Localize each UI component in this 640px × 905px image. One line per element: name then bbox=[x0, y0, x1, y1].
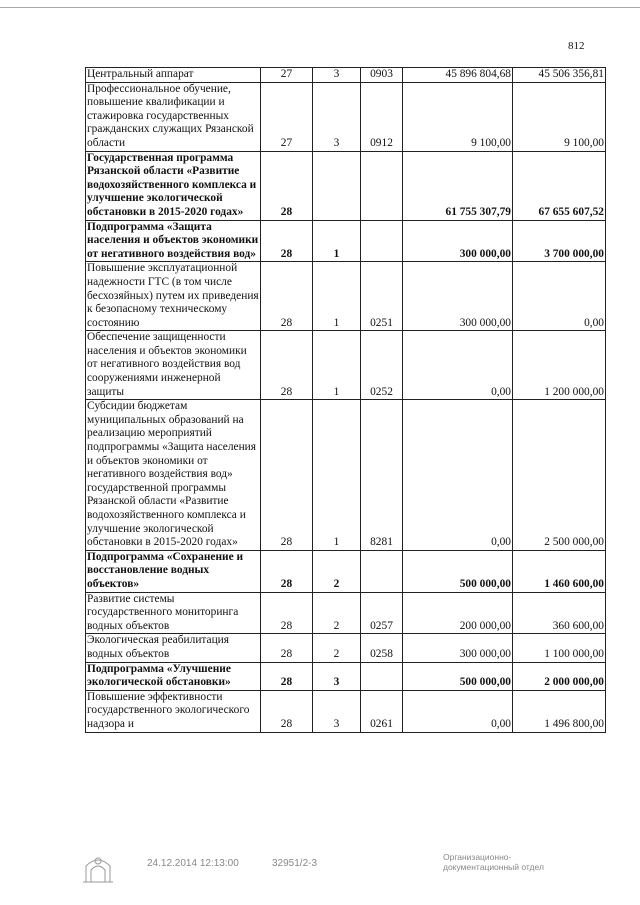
page-number: 812 bbox=[568, 40, 585, 52]
table-row bbox=[86, 331, 606, 400]
cell-v1: 300 000,00 bbox=[403, 262, 513, 331]
cell-v1: 500 000,00 bbox=[403, 662, 513, 690]
table-row bbox=[86, 592, 606, 634]
cell-c bbox=[361, 220, 403, 262]
cell-a: 28 bbox=[261, 262, 313, 331]
cell-name: Повышение эксплуатационной надежности ГТС (в том числе бесхозяйных) путем их приведения к безопасному техническому состоянию bbox=[86, 262, 261, 331]
cell-v1: 0,00 bbox=[403, 690, 513, 732]
cell-v1: 0,00 bbox=[403, 400, 513, 551]
cell-a: 28 bbox=[261, 550, 313, 592]
cell-v2: 9 100,00 bbox=[513, 82, 606, 151]
cell-a: 28 bbox=[261, 690, 313, 732]
cell-v2: 360 600,00 bbox=[513, 592, 606, 634]
cell-a: 27 bbox=[261, 82, 313, 151]
stamp-line-2: документационный отдел bbox=[443, 862, 544, 872]
stamp-line-1: Организационно- bbox=[443, 852, 512, 862]
cell-b: 2 bbox=[313, 634, 361, 662]
cell-name: Экологическая реабилитация водных объектов bbox=[86, 634, 261, 662]
table-row bbox=[86, 82, 606, 151]
cell-a: 28 bbox=[261, 220, 313, 262]
cell-v2: 2 000 000,00 bbox=[513, 662, 606, 690]
cell-a: 28 bbox=[261, 634, 313, 662]
cell-a: 28 bbox=[261, 662, 313, 690]
cell-v2: 0,00 bbox=[513, 262, 606, 331]
cell-v2: 3 700 000,00 bbox=[513, 220, 606, 262]
table-row bbox=[86, 151, 606, 220]
cell-c: 8281 bbox=[361, 400, 403, 551]
cell-v2: 2 500 000,00 bbox=[513, 400, 606, 551]
cell-c bbox=[361, 662, 403, 690]
cell-a: 28 bbox=[261, 151, 313, 220]
cell-v1: 9 100,00 bbox=[403, 82, 513, 151]
cell-v1: 500 000,00 bbox=[403, 550, 513, 592]
cell-c: 0251 bbox=[361, 262, 403, 331]
cell-a: 28 bbox=[261, 331, 313, 400]
cell-c: 0903 bbox=[361, 68, 403, 83]
table-row bbox=[86, 690, 606, 732]
cell-v2: 1 200 000,00 bbox=[513, 331, 606, 400]
cell-name: Подпрограмма «Сохранение и восстановление водных объектов» bbox=[86, 550, 261, 592]
cell-c bbox=[361, 550, 403, 592]
cell-name: Государственная программа Рязанской области «Развитие водохозяйственного комплекса и улучшение экологической обстановки в 2015-2020 годах» bbox=[86, 151, 261, 220]
table-row bbox=[86, 400, 606, 551]
cell-a: 27 bbox=[261, 68, 313, 83]
table-row bbox=[86, 550, 606, 592]
cell-b: 3 bbox=[313, 690, 361, 732]
cell-c: 0257 bbox=[361, 592, 403, 634]
cell-v1: 300 000,00 bbox=[403, 634, 513, 662]
cell-name: Повышение эффективности государственного экологического надзора и bbox=[86, 690, 261, 732]
stamp-text bbox=[443, 852, 544, 872]
cell-b: 1 bbox=[313, 331, 361, 400]
cell-v1: 300 000,00 bbox=[403, 220, 513, 262]
cell-c: 0258 bbox=[361, 634, 403, 662]
cell-name: Обеспечение защищенности населения и объектов экономики от негативного воздействия вод сооружениями инженерной защиты bbox=[86, 331, 261, 400]
cell-b: 1 bbox=[313, 262, 361, 331]
cell-b bbox=[313, 151, 361, 220]
cell-name: Субсидии бюджетам муниципальных образований на реализацию мероприятий подпрограммы «Защита населения и объектов экономики от негативного воздействия вод» государственной программы Рязанской области «Развитие водохозяйственного комплекса и улучшение экологической обстановки в 2015-2020 годах» bbox=[86, 400, 261, 551]
cell-c: 0261 bbox=[361, 690, 403, 732]
cell-c bbox=[361, 151, 403, 220]
cell-v2: 1 460 600,00 bbox=[513, 550, 606, 592]
page-top-rule bbox=[0, 7, 640, 8]
cell-b: 1 bbox=[313, 400, 361, 551]
cell-c: 0252 bbox=[361, 331, 403, 400]
cell-b: 1 bbox=[313, 220, 361, 262]
table-row bbox=[86, 68, 606, 83]
footer-date: 24.12.2014 12:13:00 bbox=[147, 858, 239, 869]
cell-b: 2 bbox=[313, 550, 361, 592]
cell-a: 28 bbox=[261, 592, 313, 634]
table-row bbox=[86, 662, 606, 690]
cell-c: 0912 bbox=[361, 82, 403, 151]
footer-doc-id: 32951/2-3 bbox=[272, 858, 318, 869]
cell-v1: 0,00 bbox=[403, 331, 513, 400]
cell-v2: 1 496 800,00 bbox=[513, 690, 606, 732]
table-row bbox=[86, 220, 606, 262]
cell-name: Центральный аппарат bbox=[86, 68, 261, 83]
cell-name: Профессиональное обучение, повышение квалификации и стажировка государственных гражданских служащих Рязанской области bbox=[86, 82, 261, 151]
cell-b: 3 bbox=[313, 662, 361, 690]
cell-name: Подпрограмма «Улучшение экологической обстановки» bbox=[86, 662, 261, 690]
cell-v1: 45 896 804,68 bbox=[403, 68, 513, 83]
table-row bbox=[86, 634, 606, 662]
cell-b: 3 bbox=[313, 68, 361, 83]
cell-a: 28 bbox=[261, 400, 313, 551]
emblem-icon bbox=[80, 852, 116, 886]
cell-b: 3 bbox=[313, 82, 361, 151]
cell-name: Развитие системы государственного мониторинга водных объектов bbox=[86, 592, 261, 634]
table-row bbox=[86, 262, 606, 331]
cell-v2: 1 100 000,00 bbox=[513, 634, 606, 662]
budget-table bbox=[85, 67, 606, 733]
cell-v1: 200 000,00 bbox=[403, 592, 513, 634]
cell-name: Подпрограмма «Защита населения и объектов экономики от негативного воздействия вод» bbox=[86, 220, 261, 262]
cell-v2: 45 506 356,81 bbox=[513, 68, 606, 83]
cell-v2: 67 655 607,52 bbox=[513, 151, 606, 220]
cell-b: 2 bbox=[313, 592, 361, 634]
cell-v1: 61 755 307,79 bbox=[403, 151, 513, 220]
